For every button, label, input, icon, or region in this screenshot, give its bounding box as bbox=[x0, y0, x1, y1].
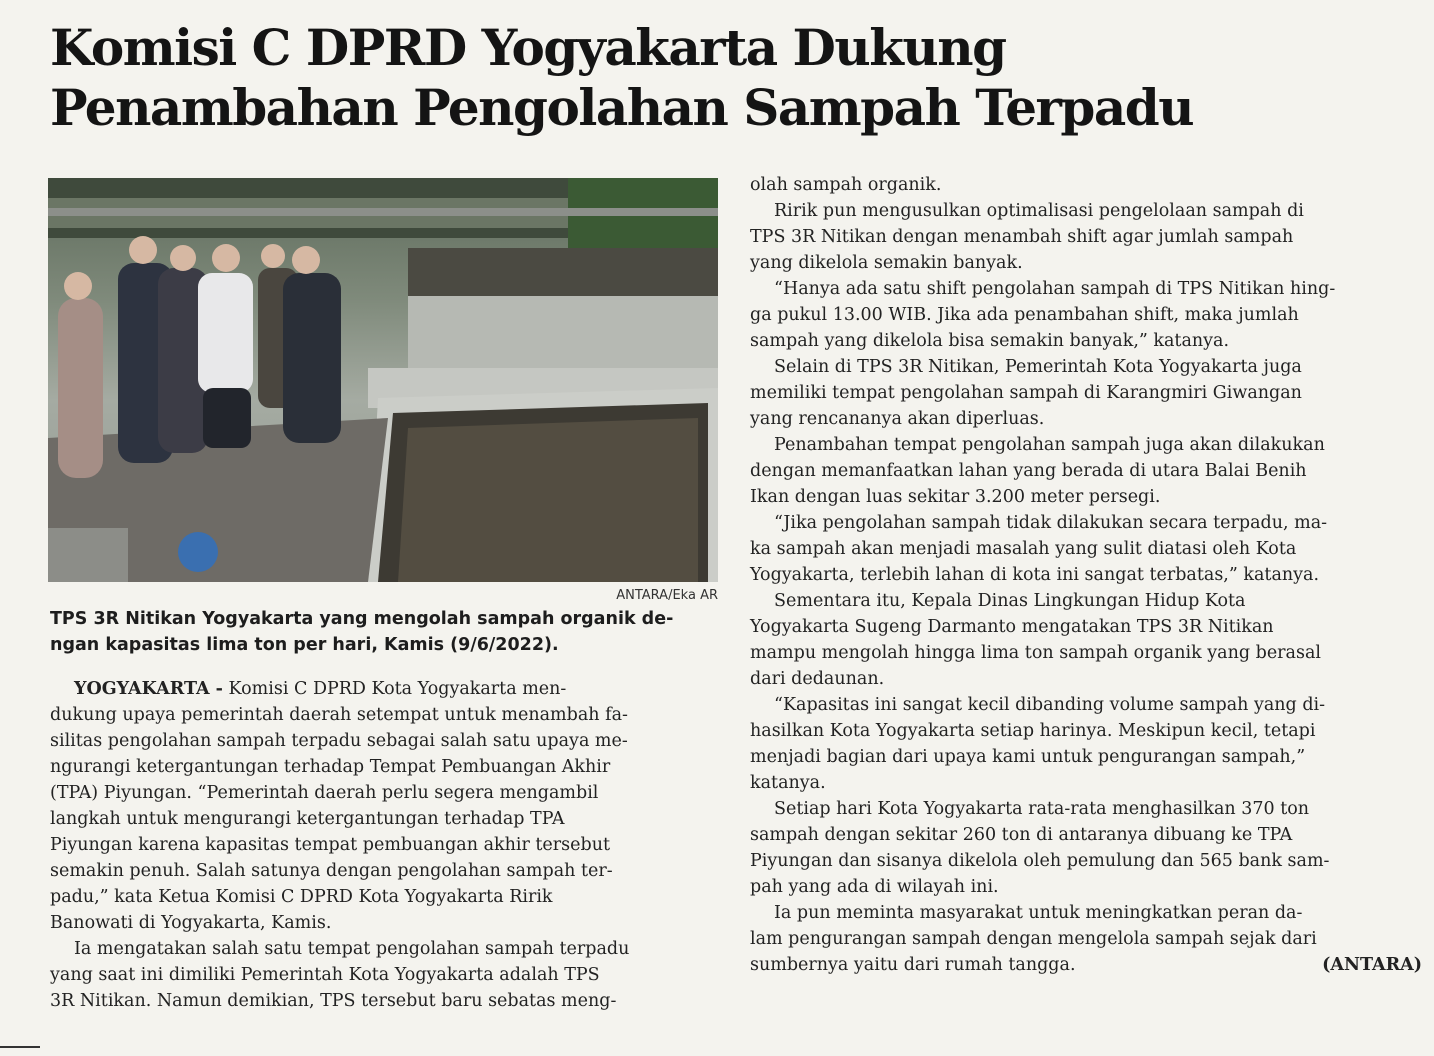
body-line: menjadi bagian dari upaya kami untuk pengurangan sampah,” bbox=[750, 747, 1306, 767]
headline bbox=[50, 18, 1410, 138]
body-line: ngurangi ketergantungan terhadap Tempat Pembuangan Akhir bbox=[50, 757, 611, 777]
body-line: 3R Nitikan. Namun demikian, TPS tersebut baru sebatas meng- bbox=[50, 991, 617, 1011]
body-line: olah sampah organik. bbox=[750, 175, 942, 195]
body-line: Yogyakarta, terlebih lahan di kota ini sangat terbatas,” katanya. bbox=[750, 565, 1320, 585]
body-line: Ririk pun mengusulkan optimalisasi pengelolaan sampah di bbox=[774, 201, 1304, 221]
body-line: lam pengurangan sampah dengan mengelola sampah sejak dari bbox=[750, 929, 1317, 949]
body-line: Ikan dengan luas sekitar 3.200 meter persegi. bbox=[750, 487, 1161, 507]
headline-line-2: Penambahan Pengolahan Sampah Terpadu bbox=[50, 78, 1194, 137]
divider bbox=[0, 1046, 40, 1048]
caption-line: ngan kapasitas lima ton per hari, Kamis (9/6/2022). bbox=[50, 635, 559, 655]
signoff: (ANTARA) bbox=[1322, 955, 1422, 975]
photo-credit: ANTARA/Eka AR bbox=[616, 588, 718, 603]
body-line: katanya. bbox=[750, 773, 826, 793]
body-line: sampah dengan sekitar 260 ton di antaranya dibuang ke TPA bbox=[750, 825, 1293, 845]
body-line: Setiap hari Kota Yogyakarta rata-rata menghasilkan 370 ton bbox=[774, 799, 1310, 819]
body-line: dengan memanfaatkan lahan yang berada di utara Balai Benih bbox=[750, 461, 1307, 481]
body-line: pah yang ada di wilayah ini. bbox=[750, 877, 999, 897]
body-line: Piyungan dan sisanya dikelola oleh pemulung dan 565 bank sam- bbox=[750, 851, 1330, 871]
body-line: dari dedaunan. bbox=[750, 669, 885, 689]
body-line: hasilkan Kota Yogyakarta setiap harinya. Meskipun kecil, tetapi bbox=[750, 721, 1316, 741]
body-line: TPS 3R Nitikan dengan menambah shift agar jumlah sampah bbox=[750, 227, 1294, 247]
photo-caption bbox=[50, 606, 722, 658]
body-line: semakin penuh. Salah satunya dengan pengolahan sampah ter- bbox=[50, 861, 613, 881]
body-line: padu,” kata Ketua Komisi C DPRD Kota Yogyakarta Ririk bbox=[50, 887, 553, 907]
news-photo bbox=[48, 178, 718, 582]
body-line: ga pukul 13.00 WIB. Jika ada penambahan shift, maka jumlah bbox=[750, 305, 1299, 325]
body-line: YOGYAKARTA - Komisi C DPRD Kota Yogyakarta men- bbox=[74, 679, 567, 699]
body-line: Ia mengatakan salah satu tempat pengolahan sampah terpadu bbox=[74, 939, 630, 959]
body-line: sumbernya yaitu dari rumah tangga. (ANTARA) bbox=[750, 952, 1430, 978]
body-line: Penambahan tempat pengolahan sampah juga akan dilakukan bbox=[774, 435, 1325, 455]
body-line: yang rencananya akan diperluas. bbox=[750, 409, 1045, 429]
body-line: langkah untuk mengurangi ketergantungan terhadap TPA bbox=[50, 809, 565, 829]
body-line: memiliki tempat pengolahan sampah di Karangmiri Giwangan bbox=[750, 383, 1302, 403]
body-line: Ia pun meminta masyarakat untuk meningkatkan peran da- bbox=[774, 903, 1303, 923]
body-line: dukung upaya pemerintah daerah setempat untuk menambah fa- bbox=[50, 705, 628, 725]
body-line: “Kapasitas ini sangat kecil dibanding volume sampah yang di- bbox=[774, 695, 1326, 715]
article-column-left bbox=[50, 676, 730, 1014]
body-line: Selain di TPS 3R Nitikan, Pemerintah Kota Yogyakarta juga bbox=[774, 357, 1302, 377]
headline-line-1: Komisi C DPRD Yogyakarta Dukung bbox=[50, 18, 1006, 77]
body-line: “Hanya ada satu shift pengolahan sampah di TPS Nitikan hing- bbox=[774, 279, 1336, 299]
body-line: Banowati di Yogyakarta, Kamis. bbox=[50, 913, 332, 933]
body-line: Sementara itu, Kepala Dinas Lingkungan Hidup Kota bbox=[774, 591, 1246, 611]
body-line: (TPA) Piyungan. “Pemerintah daerah perlu segera mengambil bbox=[50, 783, 599, 803]
body-line: ka sampah akan menjadi masalah yang sulit diatasi oleh Kota bbox=[750, 539, 1297, 559]
body-line: sampah yang dikelola bisa semakin banyak,” katanya. bbox=[750, 331, 1230, 351]
body-line: mampu mengolah hingga lima ton sampah organik yang berasal bbox=[750, 643, 1321, 663]
article-column-right bbox=[750, 172, 1430, 978]
body-line: yang dikelola semakin banyak. bbox=[750, 253, 1023, 273]
body-line: “Jika pengolahan sampah tidak dilakukan secara terpadu, ma- bbox=[774, 513, 1328, 533]
body-line: Yogyakarta Sugeng Darmanto mengatakan TPS 3R Nitikan bbox=[750, 617, 1274, 637]
caption-line: TPS 3R Nitikan Yogyakarta yang mengolah sampah organik de- bbox=[50, 609, 674, 629]
body-line: Piyungan karena kapasitas tempat pembuangan akhir tersebut bbox=[50, 835, 610, 855]
dateline: YOGYAKARTA - bbox=[74, 679, 223, 699]
body-line: silitas pengolahan sampah terpadu sebagai salah satu upaya me- bbox=[50, 731, 628, 751]
body-line: yang saat ini dimiliki Pemerintah Kota Yogyakarta adalah TPS bbox=[50, 965, 600, 985]
